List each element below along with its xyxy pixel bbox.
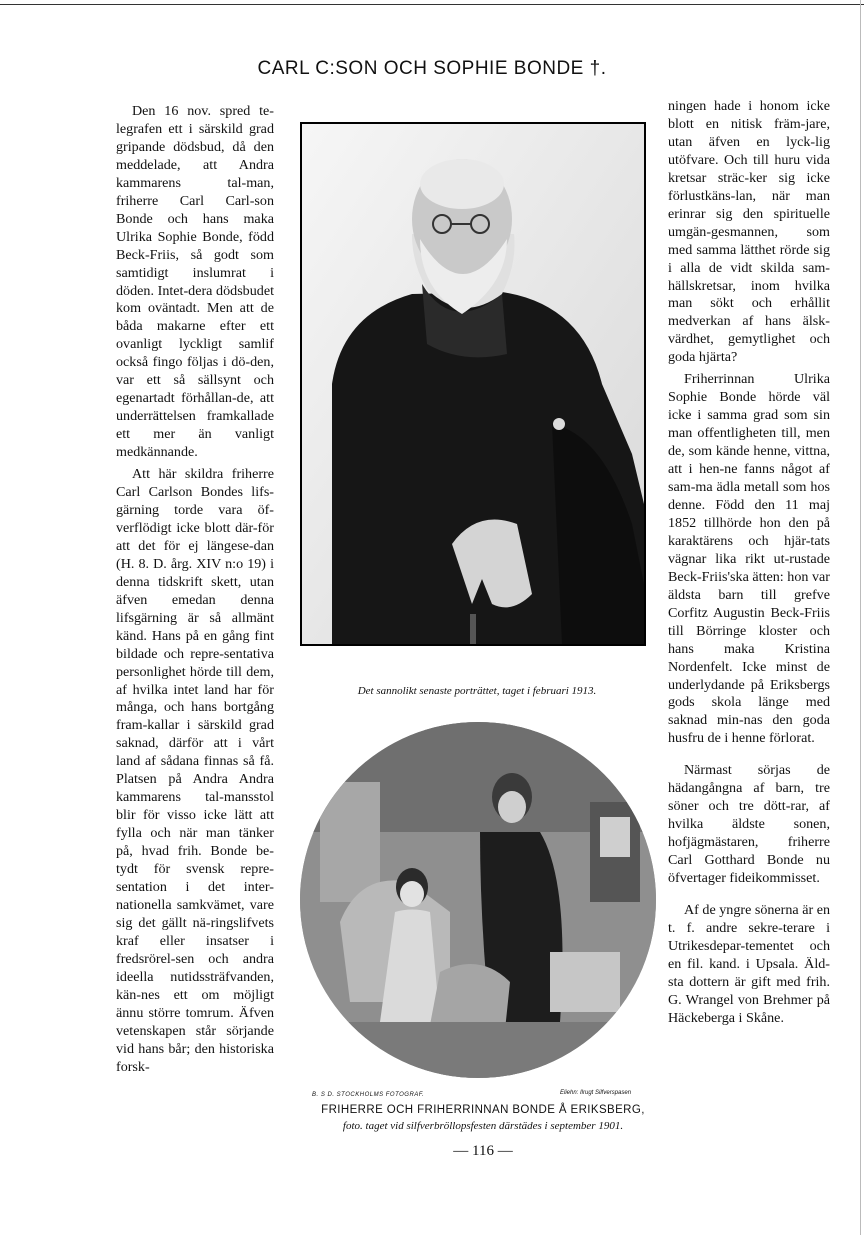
left-text-column bbox=[116, 103, 274, 1076]
top-rule bbox=[0, 4, 864, 5]
photo-owner-credit: Eliehn: Ilrugt Silfverspasen bbox=[560, 1090, 632, 1096]
portrait-caption: Det sannolikt senaste porträttet, taget i februari 1913. bbox=[357, 685, 597, 697]
right-paragraph-3: Närmast sörjas de hädangångna af barn, tre söner och tre dött-rar, af hvilka äldste sonen, hofjägmästaren, friherre Carl Gotthard Bonde nu öfvertager fideikommisset. bbox=[668, 762, 830, 887]
couple-caption-title: FRIHERRE OCH FRIHERRINNAN BONDE Å ERIKSBERG, bbox=[321, 1104, 645, 1116]
right-paragraph-2: Friherrinnan Ulrika Sophie Bonde hörde väl icke i samma grad som sin man offentligheten till, men de, som kände henne, vittna, att i hen-ne fanns något af sam-ma ädla metall som hos denne. Född den 11 maj 1852 tillhörde hon den på karaktärens och hjär-tats vägnar lika rikt ut-rustade Beck-Friis'ska ätten: hon var äldsta barn till grefve Corfitz Augustin Beck-Friis till Börringe kloster och hans maka Kristina Nordenfelt. Icke minst de underlydande på Eriksbergs gods skola länge med saknad min-nas den goda husfru de i henne förlorat. bbox=[668, 371, 830, 747]
page-number: — 116 — bbox=[453, 1143, 513, 1159]
right-text-column bbox=[668, 98, 830, 1028]
left-paragraph-1: Den 16 nov. spred te-legrafen ett i särskild grad gripande dödsbud, då den meddelade, att Andra kammarens tal-man, friherre Carl Carl-son Bonde och hans maka Ulrika Sophie Bonde, född Beck-Friis, så godt som samtidigt inslumrat i döden. Intet-dera dödsbudet kom oväntadt. Men att de båda makarne efter ett ovanligt lyckligt samlif också fingo följas i dö-den, var ett så sällsynt och egenartadt förhållan-de, att underrättelsen framkallade ett mer än vanligt medkännande. bbox=[116, 103, 274, 461]
right-paragraph-1: ningen hade i honom icke blott en nitisk främ-jare, utan äfven en lyck-lig utöfvare. Och till huru vida kretsar sträc-ker sig icke förlustkäns-lan, när man erinrar sig den spirituelle umgän-gesmannen, som med samma lätthet rörde sig i alla de vidt skilda sam-hällskretsar, inom hvilka man sökt och erhållit medverkan af hans älsk-värdhet, gemytlighet och goda hjärta? bbox=[668, 98, 830, 366]
couple-illustration bbox=[300, 722, 656, 1078]
page-edge bbox=[860, 0, 861, 1235]
couple-caption-subtitle: foto. taget vid silfverbröllopsfesten därstädes i september 1901. bbox=[342, 1120, 624, 1132]
portrait-illustration bbox=[302, 124, 644, 644]
photographer-credit: B. S D. STOCKHOLMS FOTOGRAF. bbox=[312, 1092, 425, 1098]
couple-photo bbox=[300, 722, 656, 1078]
article-title: CARL C:SON OCH SOPHIE BONDE †. bbox=[257, 58, 607, 79]
left-paragraph-2: Att här skildra friherre Carl Carlson Bondes lifs-gärning torde vara öf-verflödigt icke blott där-för att det för ej längese-dan (H. 8. D. årg. XIV n:o 19) i denna tidskrift skett, utan äfven emedan denna lifsgärning är så allmänt känd. Hans på en gång fint bildade och repre-sentativa personlighet hörde till dem, af hvilka intet land har för många, och hans bortgång fram-kallar i särskild grad saknad, därför att i vårt land af sådana finnas så få. Platsen på Andra Andra kammarens tal-mansstol blir för visso icke lätt att fylla och när man tänker på, hvad frih. Bonde be-tydt för svensk repre-sentation i det inter-nationella samkvämet, vare sig det gällt nä-ringslifvets kraf eller insatser i fredsrörel-sen och andra ideella nutidssträfvanden, kän-nes ett om möjligt ännu större tomrum. Äfven vetenskapen står sörjande vid hans bår; den historiska forsk- bbox=[116, 466, 274, 1075]
portrait-photo bbox=[300, 122, 646, 646]
right-paragraph-4: Af de yngre sönerna är en t. f. andre sekre-terare i Utrikesdepar-tementet och en fil. kand. i Upsala. Äld-sta dottern är gift med frih. G. Wrangel von Brehmer på Häckeberga i Skåne. bbox=[668, 901, 830, 1026]
